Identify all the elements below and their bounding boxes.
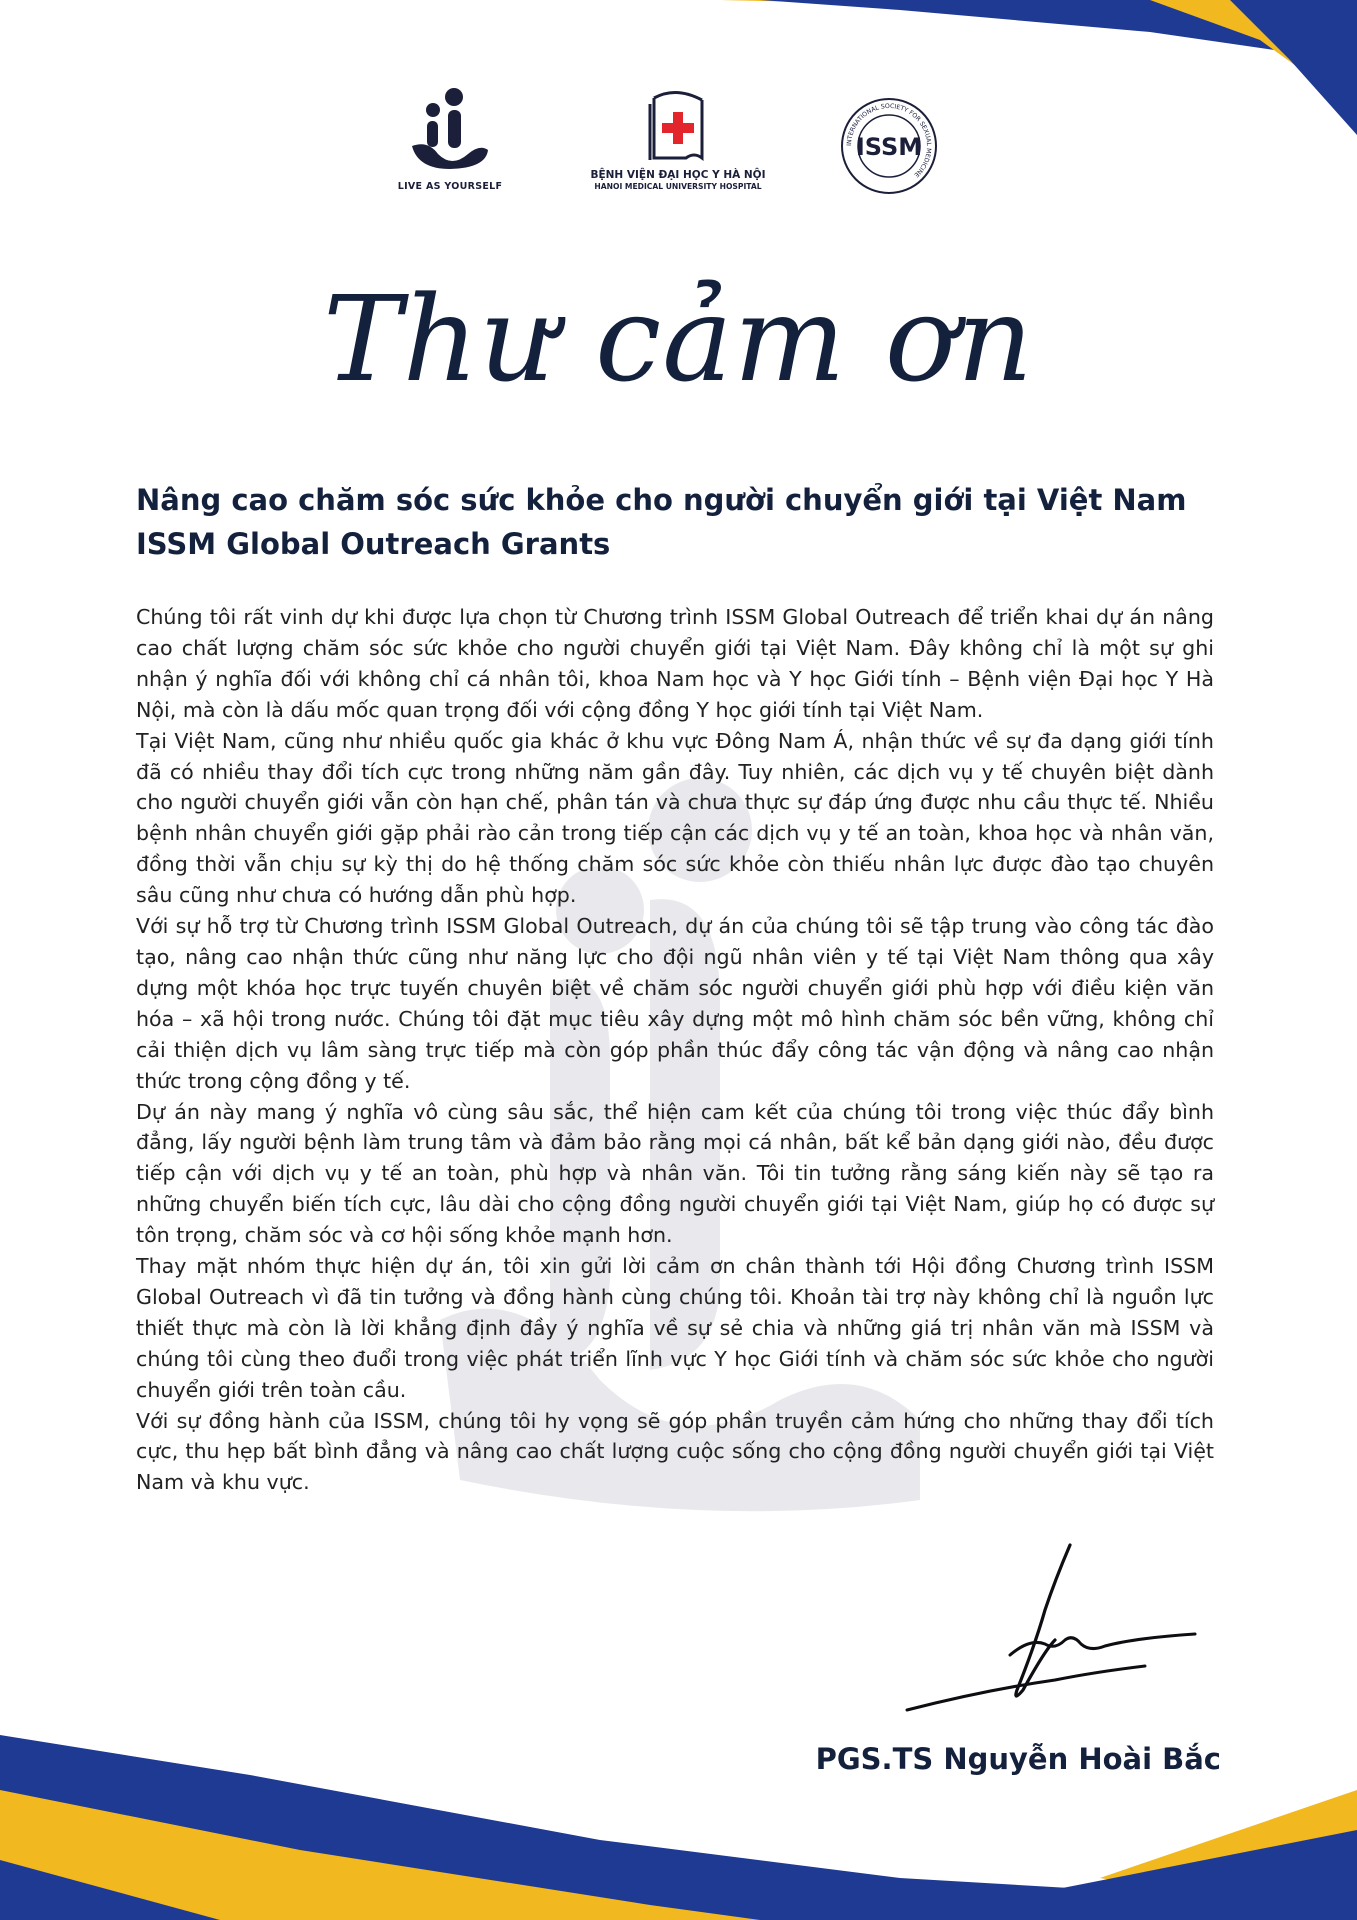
heading-line-2: ISSM Global Outreach Grants — [136, 527, 611, 561]
live-as-yourself-emblem — [408, 88, 492, 170]
live-as-yourself-caption: LIVE AS YOURSELF — [397, 181, 503, 192]
live-as-yourself-logo — [390, 88, 510, 192]
hospital-name-en: HANOI MEDICAL UNIVERSITY HOSPITAL — [594, 181, 762, 191]
issm-emblem — [839, 96, 939, 196]
paragraph: Với sự đồng hành của ISSM, chúng tôi hy vọng sẽ góp phần truyền cảm hứng cho những thay đổi tích cực, thu hẹp bất bình đẳng và nâng cao chất lượng cuộc sống cho cộng đồng người chuyển giới tại Việt Nam và khu vực. — [136, 1408, 1214, 1495]
letter-heading — [136, 478, 1226, 566]
letter-body — [136, 602, 1214, 1498]
signer-name: PGS.TS Nguyễn Hoài Bắc — [815, 1742, 1221, 1776]
issm-ring-text: INTERNATIONAL SOCIETY FOR SEXUAL MEDICINE — [845, 102, 933, 179]
paragraph: Chúng tôi rất vinh dự khi được lựa chọn từ Chương trình ISSM Global Outreach để triển khai dự án nâng cao chất lượng chăm sóc sức khỏe cho người chuyển giới tại Việt Nam. Đây không chỉ là một sự ghi nhận ý nghĩa đối với không chỉ cá nhân tôi, khoa Nam học và Y học Giới tính – Bệnh viện Đại học Y Hà Nội, mà còn là dấu mốc quan trọng đối với cộng đồng Y học giới tính tại Việt Nam. — [136, 605, 1214, 722]
handwritten-signature — [895, 1540, 1215, 1720]
paragraph: Dự án này mang ý nghĩa vô cùng sâu sắc, thể hiện cam kết của chúng tôi trong việc thúc đẩy bình đẳng, lấy người bệnh làm trung tâm và đảm bảo rằng mọi cá nhân, bất kể bản dạng giới nào, đều được tiếp cận với dịch vụ y tế an toàn, phù hợp và nhân văn. Tôi tin tưởng rằng sáng kiến này sẽ tạo ra những chuyển biến tích cực, lâu dài cho cộng đồng người chuyển giới tại Việt Nam, giúp họ có được sự tôn trọng, chăm sóc và cơ hội sống khỏe mạnh hơn. — [136, 1099, 1214, 1248]
hospital-logo — [563, 90, 793, 191]
issm-mark: ISSM — [855, 133, 923, 161]
letter-title: Thư cảm ơn — [322, 270, 1035, 408]
hospital-emblem — [646, 90, 710, 162]
paragraph: Thay mặt nhóm thực hiện dự án, tôi xin gửi lời cảm ơn chân thành tới Hội đồng Chương trình ISSM Global Outreach vì đã tin tưởng và đồng hành cùng chúng tôi. Khoản tài trợ này không chỉ là nguồn lực thiết thực mà còn là lời khẳng định đầy ý nghĩa về sự sẻ chia và những giá trị nhân văn mà ISSM và chúng tôi cùng theo đuổi trong việc phát triển lĩnh vực Y học Giới tính và chăm sóc sức khỏe cho người chuyển giới trên toàn cầu. — [136, 1254, 1214, 1402]
paragraph: Với sự hỗ trợ từ Chương trình ISSM Global Outreach, dự án của chúng tôi sẽ tập trung vào công tác đào tạo, nâng cao nhận thức cũng như năng lực cho đội ngũ nhân viên y tế tại Việt Nam thông qua xây dựng một khóa học trực tuyến chuyên biệt về chăm sóc người chuyển giới phù hợp với điều kiện văn hóa – xã hội trong nước. Chúng tôi đặt mục tiêu xây dựng một mô hình chăm sóc bền vững, không chỉ cải thiện dịch vụ lâm sàng trực tiếp mà còn góp phần thúc đẩy công tác vận động và nâng cao nhận thức trong cộng đồng y tế. — [136, 914, 1214, 1093]
paragraph: Tại Việt Nam, cũng như nhiều quốc gia khác ở khu vực Đông Nam Á, nhận thức về sự đa dạng giới tính đã có nhiều thay đổi tích cực trong những năm gần đây. Tuy nhiên, các dịch vụ y tế chuyên biệt dành cho người chuyển giới vẫn còn hạn chế, phân tán và chưa thực sự đáp ứng được nhu cầu thực tế. Nhiều bệnh nhân chuyển giới gặp phải rào cản trong tiếp cận các dịch vụ y tế an toàn, khoa học và nhân văn, đồng thời vẫn chịu sự kỳ thị do hệ thống chăm sóc sức khỏe còn thiếu nhân lực được đào tạo chuyên sâu cũng như chưa có hướng dẫn phù hợp. — [136, 728, 1214, 908]
logo-row — [0, 88, 1357, 218]
hospital-name-vi: BỆNH VIỆN ĐẠI HỌC Y HÀ NỘI — [590, 169, 766, 181]
issm-logo — [838, 96, 940, 201]
heading-line-1: Nâng cao chăm sóc sức khỏe cho người chuyển giới tại Việt Nam — [136, 483, 1187, 517]
